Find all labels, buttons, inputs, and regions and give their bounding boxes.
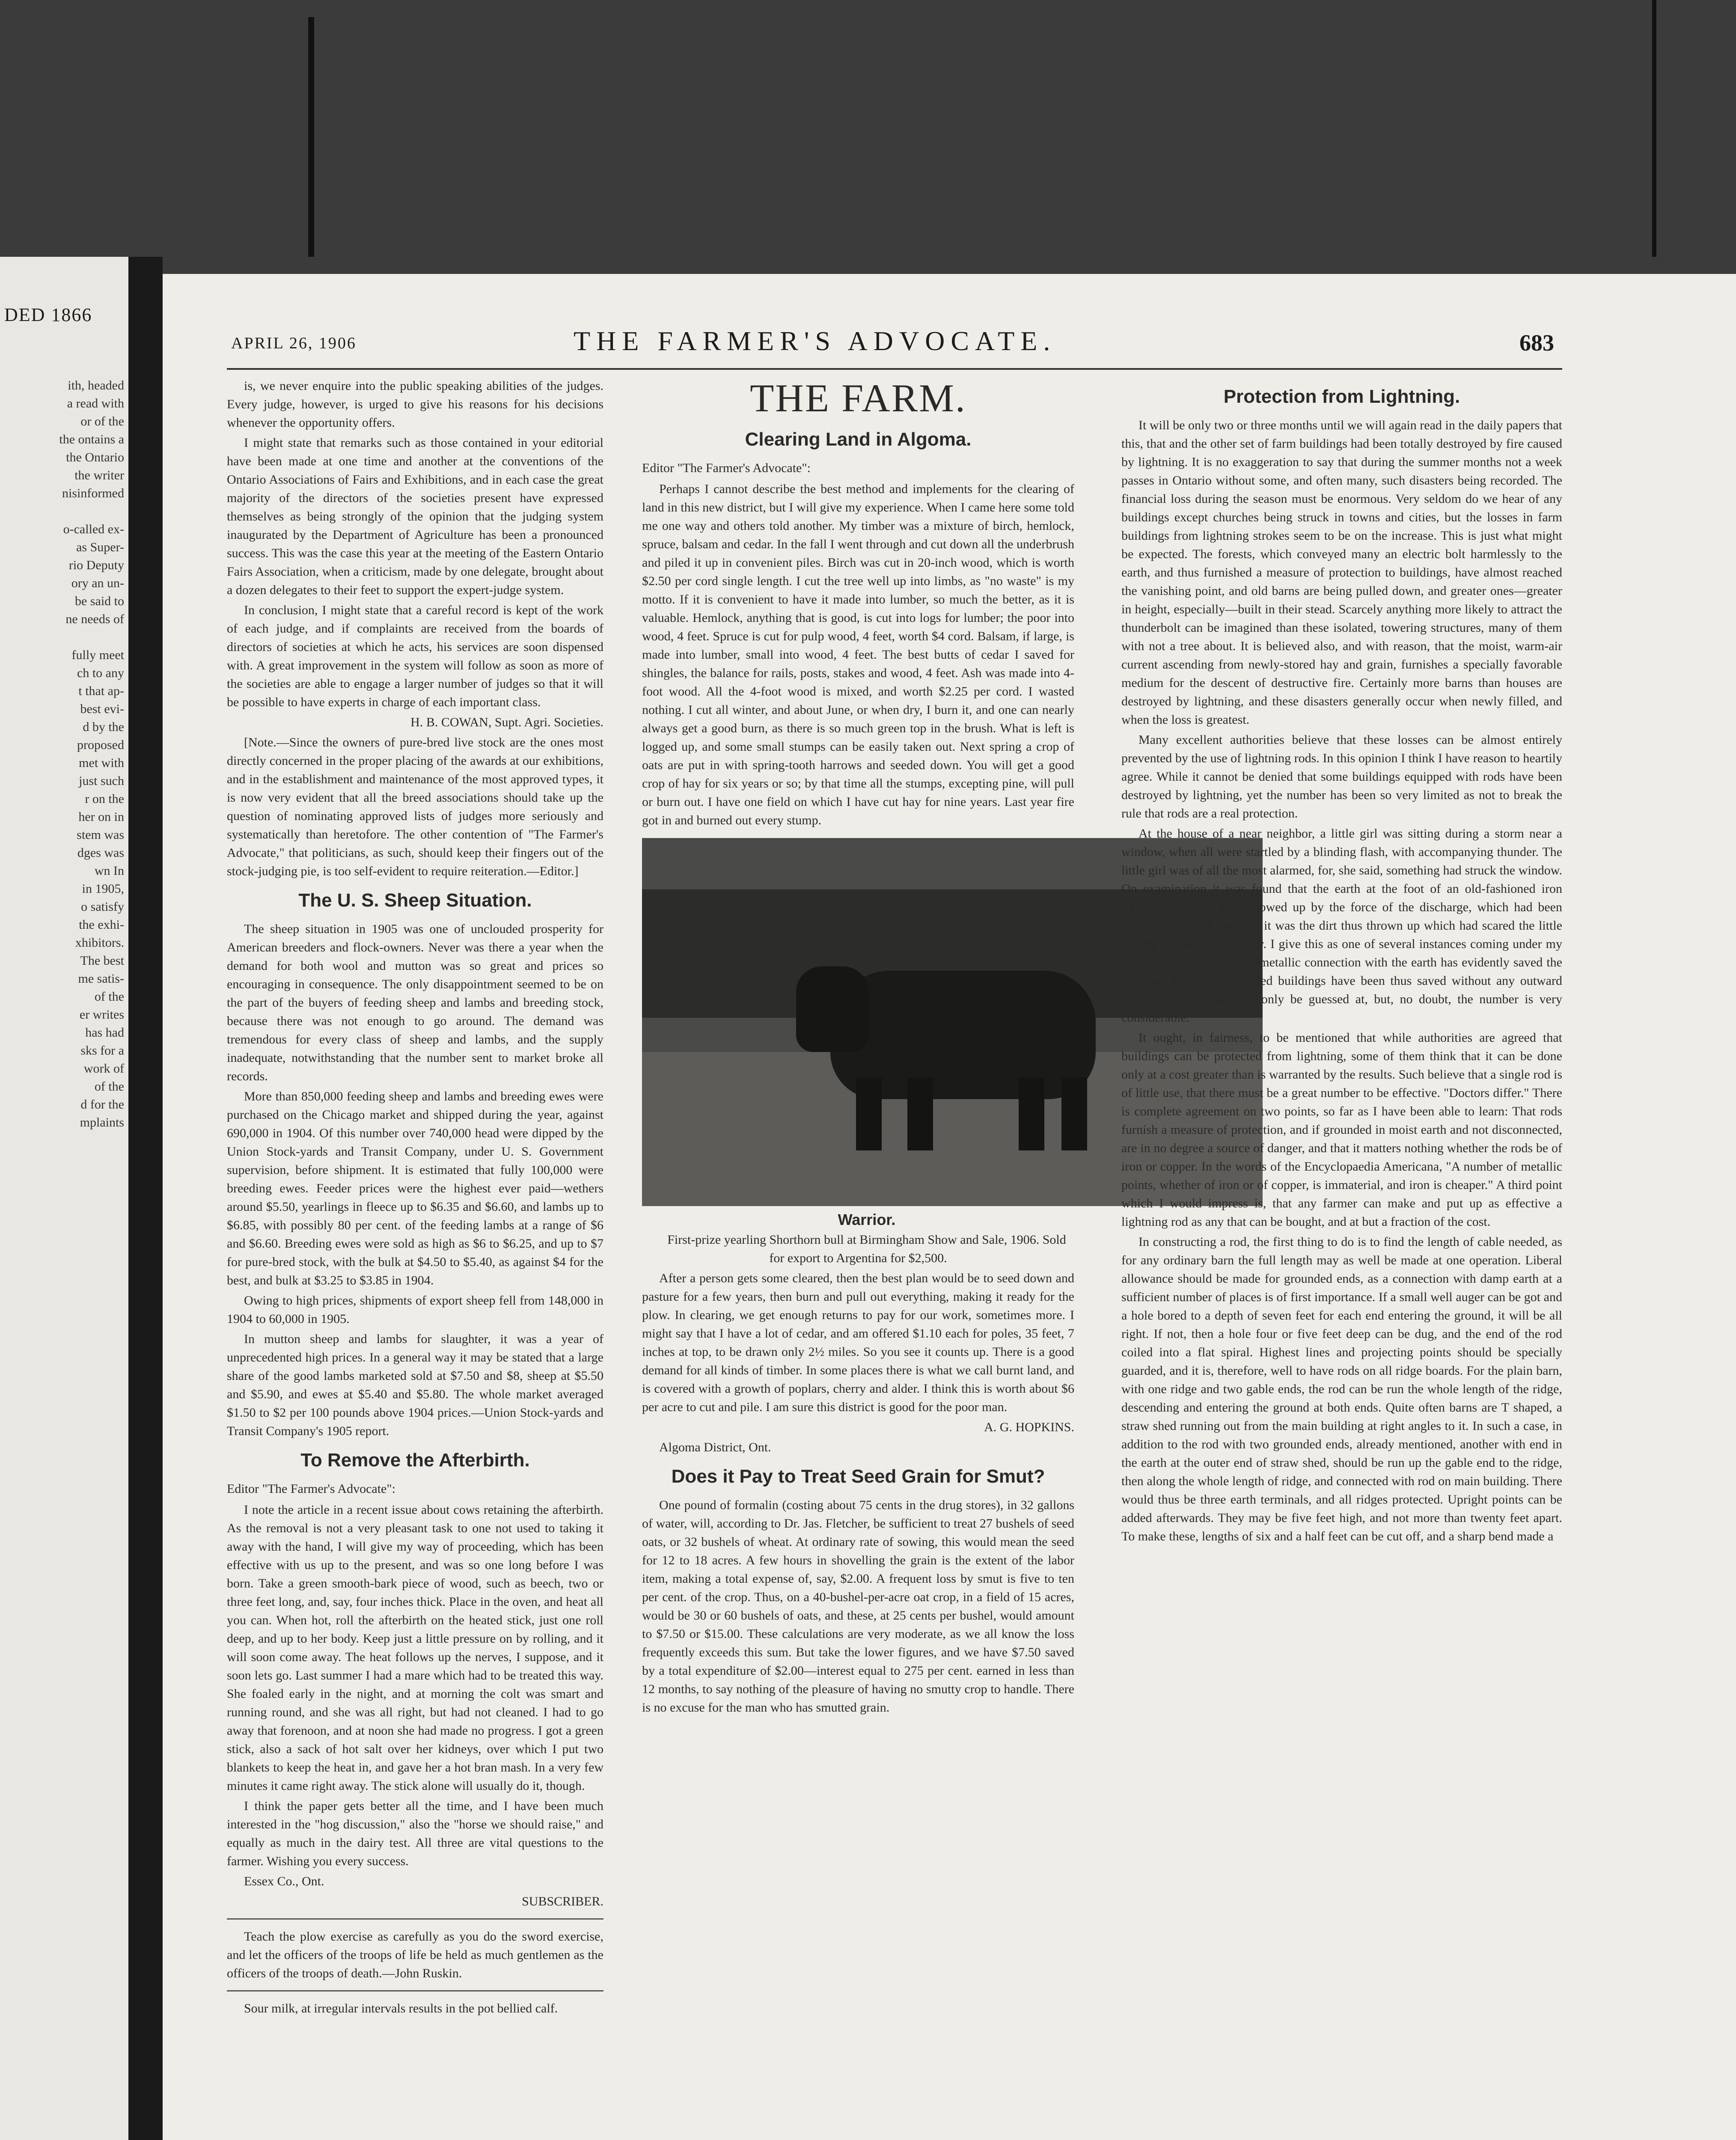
place-line: Essex Co., Ont.	[244, 1874, 324, 1888]
paragraph: is, we never enquire into the public speaking abilities of the judges. Every judge, however, is urged to give his reasons for his decisions whenever the opportunity offers.	[227, 379, 603, 430]
article-title-afterbirth: To Remove the Afterbirth.	[300, 1450, 530, 1471]
byline: H. B. COWAN, Supt. Agri. Societies.	[410, 715, 603, 729]
paragraph: In mutton sheep and lambs for slaughter, it was a year of unprecedented high prices. In a general way it may be stated that a large share of the good lambs marketed sold at $7.50 and $8, sheep at $5.50 and $5.90, and ewes at $5.40 and $5.80. The whole market averaged $1.50 to $2 per 100 pounds above 1904 prices.—Union Stock-yards and Transit Company's 1905 report.	[227, 1332, 603, 1438]
paragraph: Many excellent authorities believe that these losses can be almost entirely prevented by the use of lightning rods. In this opinion I think I have reason to heartily agree. While it cannot be denied that some buildings equipped with rods have been destroyed by lightning, yet the number has been so very limited as not to break the rule that rods are a real protection.	[1121, 733, 1562, 820]
previous-page-header: DED 1866	[4, 304, 92, 325]
scan-background	[0, 0, 1736, 291]
masthead-title: THE FARMER'S ADVOCATE.	[574, 326, 1056, 356]
paragraph: It ought, in fairness, to be mentioned that while authorities are agreed that buildings can be protected from lightning, some of them think that it can be done only at a cost greater than is warranted by the results. Such believe that a single rod is of little use, that there must be a great number to be effective. "Doctors differ." There is complete agreement on two points, so far as I have been able to learn: That rods furnish a measure of protection, and if grounded in moist earth and not disconnected, are in no degree a source of danger, and that it matters nothing whether the rods be of iron or copper. In the words of the Encyclopaedia Americana, "A number of metallic points, whether of iron or of copper, is immaterial, and iron is cheaper." A third point which I would impress is, that any farmer can make and put up as effective a lightning rod as any that can be bought, and at but a fraction of the cost.	[1121, 1031, 1562, 1229]
salutation: Editor "The Farmer's Advocate":	[642, 461, 811, 475]
salutation: Editor "The Farmer's Advocate":	[227, 1482, 395, 1496]
place-line: Algoma District, Ont.	[659, 1440, 771, 1454]
signature: A. G. HOPKINS.	[984, 1420, 1074, 1434]
photo-caption-title: Warrior.	[838, 1211, 896, 1228]
header-rule	[227, 368, 1562, 370]
paragraph: One pound of formalin (costing about 75 cents in the drug stores), in 32 gallons of water, will, according to Dr. Jas. Fletcher, be sufficient to treat 27 bushels of seed oats, or 32 bushels of wheat. At ordinary rate of sowing, this would mean the seed for 12 to 18 acres. A few hours in shovelling the grain is the extent of the labor item, making a total expense of, say, $2.00. A frequent loss by smut is five to ten per cent. of the crop. Thus, on a 40-bushel-per-acre oat crop, in a field of 15 acres, would be 30 or 60 bushels of oats, and these, at 25 cents per bushel, would amount to $7.50 or $15.00. These calculations are very moderate, as we all know the loss frequently exceeds this sum. But take the lower figures, and we have $7.50 saved by a total expenditure of $2.00—interest equal to 275 per cent. earned in less than 12 months, to say nothing of the pleasure of having no smutty crop to handle. There is no excuse for the man who has smutted grain.	[642, 1498, 1074, 1715]
article-title-sheep: The U. S. Sheep Situation.	[298, 890, 532, 911]
signature: SUBSCRIBER.	[522, 1894, 603, 1908]
article-title-smut: Does it Pay to Treat Seed Grain for Smut?	[671, 1466, 1045, 1487]
paragraph: In constructing a rod, the first thing to do is to find the length of cable needed, as for any ordinary barn the full length may as well be made at one operation. Liberal allowance should be made for grounded ends, as a connection with damp earth at a sufficient number of places is of first importance. If a small well auger can be got and a hole bored to a depth of seven feet for each end entering the ground, it will be all right. If not, then a hole four or five feet deep can be dug, and the end of the rod coiled into a flat spiral. Highest lines and projecting points should be specially guarded, and it is, therefore, well to have rods on all ridge boards. For the plain barn, with one ridge and two gable ends, the rod can be run the whole length of the ridge, descending and entering the ground at both ends. Quite often barns are T shaped, a straw shed running out from the main building at right angles to it. In such a case, in addition to the rod with two grounded ends, already mentioned, another with end in the earth at the outer end of straw shed, should be run up the gable end to the ridge, then along the whole length of ridge, and connected with rod on main building. There would thus be three earth terminals, and all ridges protected. Upright points can be added afterwards. They may be five feet high, and not more than twenty feet apart. To make these, lengths of six and a half feet can be cut off, and a sharp bend made a	[1121, 1235, 1562, 1543]
page-number: 683	[1519, 330, 1554, 356]
paragraph: I think the paper gets better all the time, and I have been much interested in the "hog discussion," also the "horse we should raise," and equally as much in the dairy test. All three are vital questions to the farmer. Wishing you every success.	[227, 1799, 603, 1868]
quotation: Sour milk, at irregular intervals results in the pot bellied calf.	[244, 2001, 558, 2015]
column-left	[227, 377, 603, 2019]
quotation: Teach the plow exercise as carefully as you do the sword exercise, and let the officers of the troops of life be held as much gentlemen as the officers of the troops of death.—John Ruskin.	[227, 1929, 603, 1980]
paragraph: The sheep situation in 1905 was one of unclouded prosperity for American breeders and flock-owners. Never was there a year when the demand for both wool and mutton was so great and prices so encouraging in consequence. The only disappointment seemed to be on the part of the buyers of feeding sheep and lambs and breeding stock, because there was not enough to go around. The demand was tremendous for every class of sheep and lambs, and the supply inadequate, notwithstanding that the number sent to market broke all records.	[227, 922, 603, 1083]
article-title-lightning: Protection from Lightning.	[1223, 386, 1460, 407]
column-right	[1121, 377, 1562, 1547]
paragraph: I might state that remarks such as those contained in your editorial have been made at one time and another at the conventions of the Ontario Associations of Fairs and Exhibitions, and in each case the great majority of the directors of the societies present have expressed themselves as being strongly of the opinion that the judging system inaugurated by the Department of Agriculture has been a pronounced success. This was the case this year at the meeting of the Eastern Ontario Fairs Association, when a criticism, made by one delegate, brought about a dozen delegates to their feet to support the expert-judge system.	[227, 436, 603, 597]
column-middle	[642, 377, 1074, 1718]
previous-page-text: ith, headed a read with or of the the ontains a the Ontario the writer nisinformed o-called ex- as Super- rio Deputy ory an un- be said to ne needs of fully meet ch to any t that ap- best evi- d by the proposed met with just such r on the her on in stem was dges was wn In in 1905, o satisfy the exhi- xhibitors. The best me satis- of the er writes has had sks for a work of of the d for the mplaints	[59, 378, 124, 1129]
paragraph: It will be only two or three months until we will again read in the daily papers that this, that and the other set of farm buildings had been totally destroyed by fire caused by lightning. It is no exaggeration to say that during the summer months not a week passes in Ontario without some, and often many, such disasters being recorded. The financial loss during the season must be enormous. Very seldom do we hear of any buildings except churches being struck in towns and cities, but the losses in farm buildings from lightning strokes seem to be on the increase. This is just what might be expected. The forests, which conveyed many an electric bolt harmlessly to the earth, and thus furnished a measure of protection to buildings, have almost reached the vanishing point, and old barns are being pulled down, and greater ones—greater in height, especially—built in their stead. Scarcely anything more likely to attract the thunderbolt can be imagined than these isolated, towering structures, many of them with not a tree about. It is believed also, and with reason, that the moist, warm-air current ascending from newly-stored hay and grain, furnishes a specially favorable medium for the descent of destructive fire. Certainly more barns than houses are destroyed by lightning, and these disasters generally occur when newly filled, and when the loss is greatest.	[1121, 418, 1562, 727]
paragraph: More than 850,000 feeding sheep and lambs and breeding ewes were purchased on the Chicago market and shipped during the year, against 690,000 in 1904. Of this number over 740,000 head were dipped by the Union Stock-yards and Transit Company, under U. S. Government supervision, before shipment. It is estimated that fully 100,000 were breeding ewes. Feeder prices were the highest ever paid—wethers around $5.50, yearlings in fleece up to $6.35 and $6.60, and lambs up to $6.85, with possibly 80 per cent. of the feeding lambs at a range of $6 and $6.60. Breeding ewes were sold as high as $6 to $6.25, and up to $7 for pure-bred stock, with the bulk at $4.50 to $5.40, as against $4 for the best, and bulk at $3.25 to $3.85 in 1904.	[227, 1089, 603, 1287]
paragraph: I note the article in a recent issue about cows retaining the afterbirth. As the removal is not a very pleasant task to one not used to taking it away with the hand, I will give my way of proceeding, which has been effective with us up to the present, and was so one long before I was born. Take a green smooth-bark piece of wood, such as beech, two or three feet long, and, say, four inches thick. Place in the oven, and heat all you can. When hot, roll the afterbirth on the heated stick, just one roll deep, and up to her body. Keep just a little pressure on by rolling, and it will soon come away. The heat follows up the nerves, I suppose, and it soon lets go. Last summer I had a mare which had to be treated this way. She foaled early in the night, and at morning the colt was smart and running round, and she was all right, but had not cleaned. I had to go away that forenoon, and at noon she had made no progress. I got a green stick, also a sack of hot salt over her kidneys, over which I put two blankets to keep the heat in, and gave her a hot bran mash. In a very few minutes it came right away. The stick alone will usually do it, though.	[227, 1503, 603, 1793]
section-title: THE FARM.	[750, 376, 966, 420]
issue-date: APRIL 26, 1906	[231, 334, 357, 352]
paragraph: At the house of a near neighbor, a little girl was sitting during a storm near a window, when all were startled by a blinding flash, with accompanying thunder. The little girl was of all the most alarmed, for, she said, something had struck the window. On examination it was found that the earth at the foot of an old-fashioned iron lightning rod had been plowed up by the force of the discharge, which had been safely carried off, and that it was the dirt thus thrown up which had scared the little girl by striking the window. I give this as one of several instances coming under my own observation, where a metallic connection with the earth has evidently saved the building. How many rodded buildings have been thus saved without any outward evidence of the fact can only be guessed at, but, no doubt, the number is very considerable.	[1121, 826, 1562, 1025]
divider	[227, 1918, 603, 1920]
paragraph: Owing to high prices, shipments of export sheep fell from 148,000 in 1904 to 60,000 in 1905.	[227, 1293, 603, 1326]
previous-page-fragment	[0, 257, 128, 2140]
article-title-clearing: Clearing Land in Algoma.	[745, 429, 972, 450]
page-gutter	[128, 257, 163, 2140]
scan-edge	[308, 17, 314, 257]
photo-caption: First-prize yearling Shorthorn bull at Birmingham Show and Sale, 1906. Sold for export to Argentina for $2,500.	[667, 1233, 1066, 1265]
divider	[227, 1990, 603, 1991]
clearing-continued	[642, 1269, 1074, 1717]
paragraph: After a person gets some cleared, then the best plan would be to seed down and pasture for a few years, then burn and pull out everything, making it ready for the plow. In clearing, we get enough returns to pay for our work, sometimes more. I might say that I have a lot of cedar, and am offered $1.10 each for poles, 35 feet, 7 inches at top, to be drawn only 2½ miles. So you see it counts up. There is a good demand for all kinds of timber. In some places there is what we call burnt land, and is covered with a growth of poplars, cherry and alder. I think this is worth about $6 per acre to cut and pile. I am sure this district is good for the poor man.	[642, 1271, 1074, 1414]
scan-edge	[1652, 0, 1656, 257]
paragraph: In conclusion, I might state that a careful record is kept of the work of each judge, and if complaints are received from the boards of directors of societies at which he acts, his services are soon dispensed with. A great improvement in the system will follow as soon as more of the societies are able to engage a larger number of judges so that it will be possible to have experts in charge of each important class.	[227, 603, 603, 709]
editor-note: [Note.—Since the owners of pure-bred live stock are the ones most directly concerned in the proper placing of the awards at our exhibitions, and in the establishment and maintenance of the most approved types, it is now very evident that all the breed associations should take up the question of nominating approved lists of judges more seriously and systematically than heretofore. The other contention of "The Farmer's Advocate," that politicians, as such, should keep their fingers out of the stock-judging pie, is too self-evident to require reiteration.—Editor.]	[227, 735, 603, 878]
paragraph: Perhaps I cannot describe the best method and implements for the clearing of land in this new district, but I will give my experience. When I came here some told me one way and others told another. My timber was a mixture of birch, hemlock, spruce, balsam and cedar. In the fall I went through and cut down all the underbrush and piled it up in convenient piles. Birch was cut in 20-inch wood, which is worth $2.50 per cord single length. I cut the tree well up into limbs, as "no waste" is my motto. If it is convenient to have it made into lumber, so much the better, as it is valuable. Hemlock, anything that is good, is cut into logs for lumber; the poor into wood, 4 feet. Spruce is cut for pulp wood, 4 feet, worth $4 cord. Balsam, if large, is made into lumber, small into wood, 4 feet. The best butts of cedar I saved for shingles, the balance for rails, posts, stakes and wood, 4 feet. Ash was made into 4-foot wood. All the 4-foot wood is mixed, and worth $2.25 per cord. I wasted nothing. I cut all winter, and about June, or when dry, I burn it, and one can nearly always get a good burn, as there is so much green top in the brush. What is left is logged up, and some small stumps can be easily taken out. Next spring a crop of oats are put in with spring-tooth harrows and seeded down. You will get a good crop of hay for six years or so; by that time all the stumps, excepting pine, will pull or burn out. I have one field on which I have cut hay for nine years. Last year fire got in and burned out every stump.	[642, 482, 1074, 827]
